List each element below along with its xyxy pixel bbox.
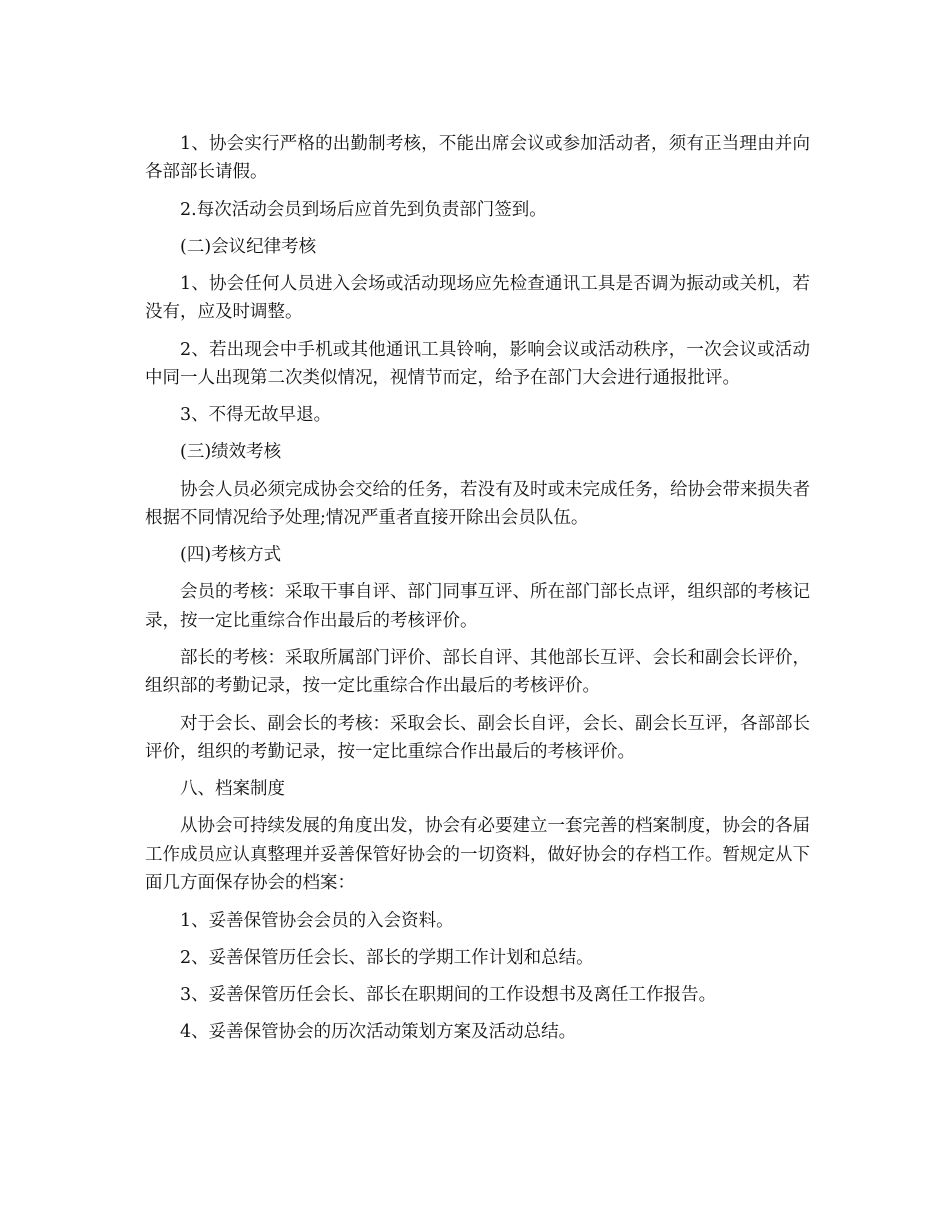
section-heading-performance: (三)绩效考核 xyxy=(180,442,282,463)
paragraph-president-assessment: 对于会长、副会长的考核：采取会长、副会长自评，会长、副会长互评，各部部长评价，组织的考勤记录，按一定比重综合作出最后的考核评价。 xyxy=(145,713,810,763)
paragraph-meeting-rule-2: 2、若出现会中手机或其他通讯工具铃响，影响会议或活动秩序，一次会议或活动中同一人出现第二次类似情况，视情节而定，给予在部门大会进行通报批评。 xyxy=(145,339,810,389)
paragraph-meeting-rule-3: 3、不得无故早退。 xyxy=(180,405,332,426)
paragraph-archive-item-2: 2、妥善保管历任会长、部长的学期工作计划和总结。 xyxy=(180,947,594,968)
section-heading-assessment-method: (四)考核方式 xyxy=(180,545,282,566)
paragraph-minister-assessment: 部长的考核：采取所属部门评价、部长自评、其他部长互评、会长和副会长评价，组织部的考勤记录，按一定比重综合作出最后的考核评价。 xyxy=(145,648,810,697)
section-heading-meeting-discipline: (二)会议纪律考核 xyxy=(180,236,317,257)
paragraph-archive-item-4: 4、妥善保管协会的历次活动策划方案及活动总结。 xyxy=(180,1022,577,1043)
document-body xyxy=(145,130,810,1055)
paragraph-performance: 协会人员必须完成协会交给的任务，若没有及时或未完成任务，给协会带来损失者根据不同情况给予处理;情况严重者直接开除出会员队伍。 xyxy=(145,479,810,529)
paragraph-member-assessment: 会员的考核：采取干事自评、部门同事互评、所在部门部长点评，组织部的考核记录，按一定比重综合作出最后的考核评价。 xyxy=(145,582,810,631)
paragraph-archive-intro: 从协会可持续发展的角度出发，协会有必要建立一套完善的档案制度，协会的各届工作成员应认真整理并妥善保管好协会的一切资料，做好协会的存档工作。暂规定从下面几方面保存协会的档案： xyxy=(145,816,810,894)
paragraph-attendance-rule-2: 2.每次活动会员到场后应首先到负责部门签到。 xyxy=(180,199,547,220)
paragraph-archive-item-1: 1、妥善保管协会会员的入会资料。 xyxy=(180,910,454,931)
paragraph-attendance-rule-1: 1、协会实行严格的出勤制考核，不能出席会议或参加活动者，须有正当理由并向各部部长请假。 xyxy=(145,134,810,183)
paragraph-archive-item-3: 3、妥善保管历任会长、部长在职期间的工作设想书及离任工作报告。 xyxy=(180,984,717,1005)
paragraph-meeting-rule-1: 1、协会任何人员进入会场或活动现场应先检查通讯工具是否调为振动或关机，若没有，应及时调整。 xyxy=(145,274,810,323)
section-heading-archive-system: 八、档案制度 xyxy=(180,779,285,800)
